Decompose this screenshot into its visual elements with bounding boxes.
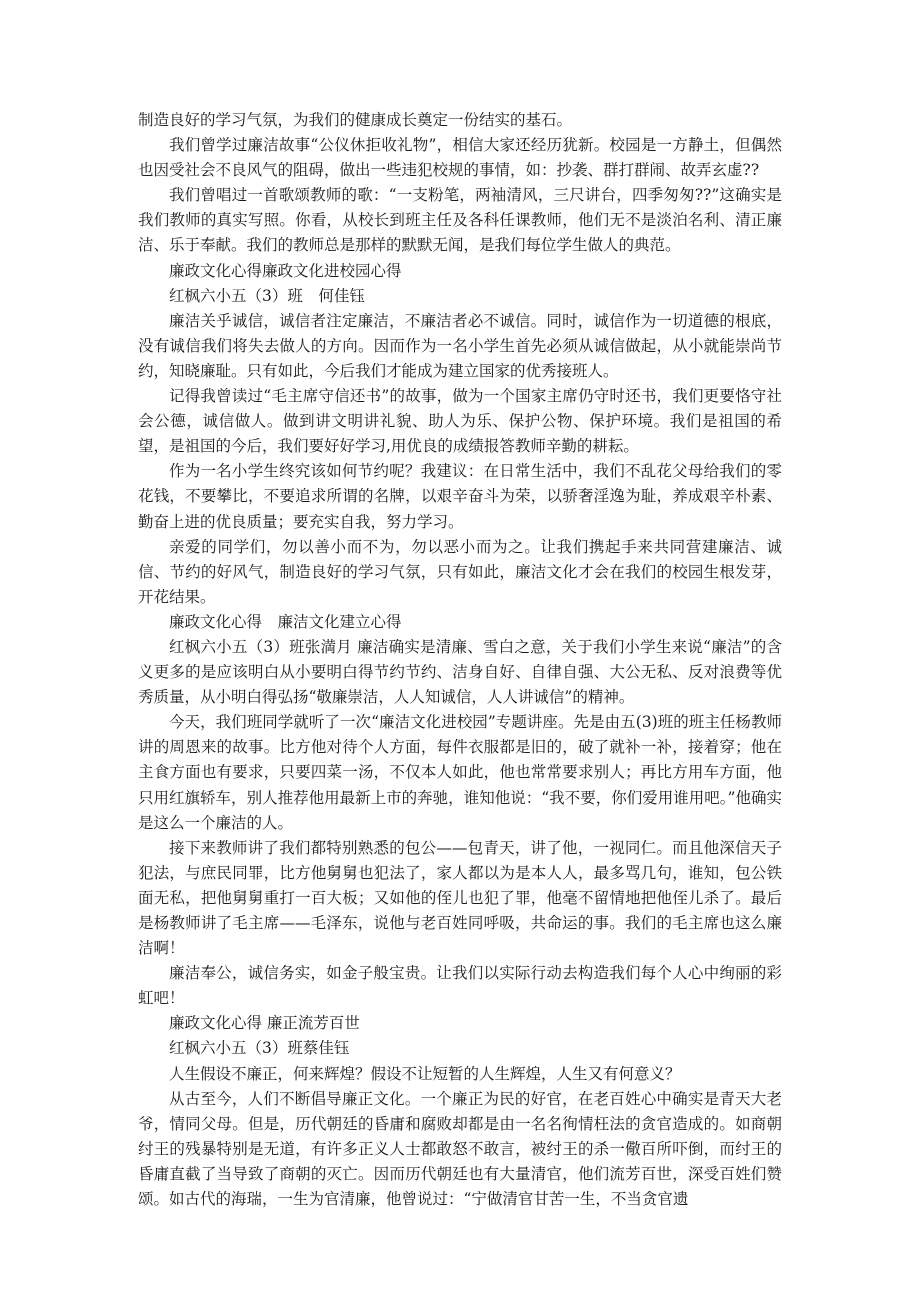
paragraph: 接下来教师讲了我们都特别熟悉的包公——包青天，讲了他，一视同仁。而且他深信天子犯法，与庶民同罪，比方他舅舅也犯法了，家人都以为是本人人，最多骂几句，谁知，包公铁面无私，把他舅舅重打一百大板；又如他的侄儿也犯了罪，他毫不留情地把他侄儿杀了。最后是杨教师讲了毛主席——毛泽东，说他与老百姓同呼吸，共命运的事。我们的毛主席也这么廉洁啊！ [138, 838, 782, 958]
paragraph: 我们曾学过廉洁故事“公仪休拒收礼物”，相信大家还经历犹新。校园是一方静土，但偶然也因受社会不良风气的阻碍，做出一些违犯校规的事情，如：抄袭、群打群闹、故弄玄虚?? [138, 136, 782, 180]
paragraph: 我们曾唱过一首歌颂教师的歌：“一支粉笔，两袖清风，三尺讲台，四季匆匆??”这确实是我们教师的真实写照。你看，从校长到班主任及各科任课教师，他们无不是淡泊名利、清正廉洁、乐于奉献。我们的教师总是那样的默默无闻，是我们每位学生做人的典范。 [138, 186, 782, 255]
paragraph: 廉洁关乎诚信，诚信者注定廉洁，不廉洁者必不诚信。同时，诚信作为一切道德的根底，没有诚信我们将失去做人的方向。因而作为一名小学生首先必须从诚信做起，从小就能崇尚节约，知晓廉耻。只有如此，今后我们才能成为建立国家的优秀接班人。 [138, 311, 782, 380]
paragraph: 记得我曾读过“毛主席守信还书”的故事，做为一个国家主席仍守时还书，我们更要恪守社会公德，诚信做人。做到讲文明讲礼貌、助人为乐、保护公物、保护环境。我们是祖国的希望，是祖国的今后，我们要好好学习,用优良的成绩报答教师辛勤的耕耘。 [138, 387, 782, 456]
section-title: 廉政文化心得廉政文化进校园心得 [169, 261, 402, 280]
paragraph: 廉洁奉公，诚信务实，如金子般宝贵。让我们以实际行动去构造我们每个人心中绚丽的彩虹吧！ [138, 964, 782, 1008]
author-line: 红枫六小五（3）班 何佳钰 [169, 286, 365, 305]
paragraph: 亲爱的同学们，勿以善小而不为，勿以恶小而为之。让我们携起手来共同营建廉洁、诚信、节约的好风气，制造良好的学习气氛，只有如此，廉洁文化才会在我们的校园生根发芽，开花结果。 [138, 537, 782, 606]
paragraph: 红枫六小五（3）班张満月 廉洁确实是清廉、雪白之意，关于我们小学生来说“廉洁”的含义更多的是应该明白从小要明白得节约节约、洁身自好、自律自强、大公无私、反对浪费等优秀质量，从小明白得弘扬“敬廉崇洁，人人知诚信，人人讲诚信”的精神。 [138, 637, 782, 707]
author-line: 红枫六小五（3）班蔡佳钰 [169, 1039, 350, 1058]
section-title: 廉政文化心得 廉洁文化建立心得 [169, 612, 402, 631]
paragraph: 从古至今，人们不断倡导廉正文化。一个廉正为民的好官，在老百姓心中确实是青天大老爷，情同父母。但是，历代朝廷的昏庸和腐败却都是由一名名徇情枉法的贪官造成的。如商朝纣王的残暴特别是无道，有许多正义人士都敢怒不敢言，被纣王的杀一儆百所吓倒，而纣王的昏庸直截了当导致了商朝的灭亡。因而历代朝廷也有大量清官，他们流芳百世，深受百姓们赞颂。如古代的海瑞，一生为官清廉，他曾说过：“宁做清官甘苦一生，不当贪官遗 [138, 1089, 782, 1209]
paragraph: 人生假设不廉正，何来辉煌？假设不让短暂的人生辉煌，人生又有何意义？ [169, 1064, 681, 1083]
paragraph: 作为一名小学生终究该如何节约呢？我建议：在日常生活中，我们不乱花父母给我们的零花钱，不要攀比，不要追求所谓的名牌，以艰辛奋斗为荣，以骄奢淫逸为耻，养成艰辛朴素、勤奋上进的优良质量；要充实自我，努力学习。 [138, 462, 782, 531]
paragraph: 制造良好的学习气氛，为我们的健康成长奠定一份结实的基石。 [138, 111, 573, 129]
paragraph: 今天，我们班同学就听了一次“廉洁文化进校园”专题讲座。先是由五(3)班的班主任杨教师讲的周恩来的故事。比方他对待个人方面，每件衣服都是旧的，破了就补一补，接着穿；他在主食方面也有要求，只要四菜一汤，不仅本人如此，他也常常要求别人；再比方用车方面，他只用红旗轿车，别人推荐他用最新上市的奔驰，谁知他说：“我不要，你们爱用谁用吧。”他确实是这么一个廉洁的人。 [138, 713, 782, 832]
section-title: 廉政文化心得 廉正流芳百世 [169, 1014, 360, 1033]
